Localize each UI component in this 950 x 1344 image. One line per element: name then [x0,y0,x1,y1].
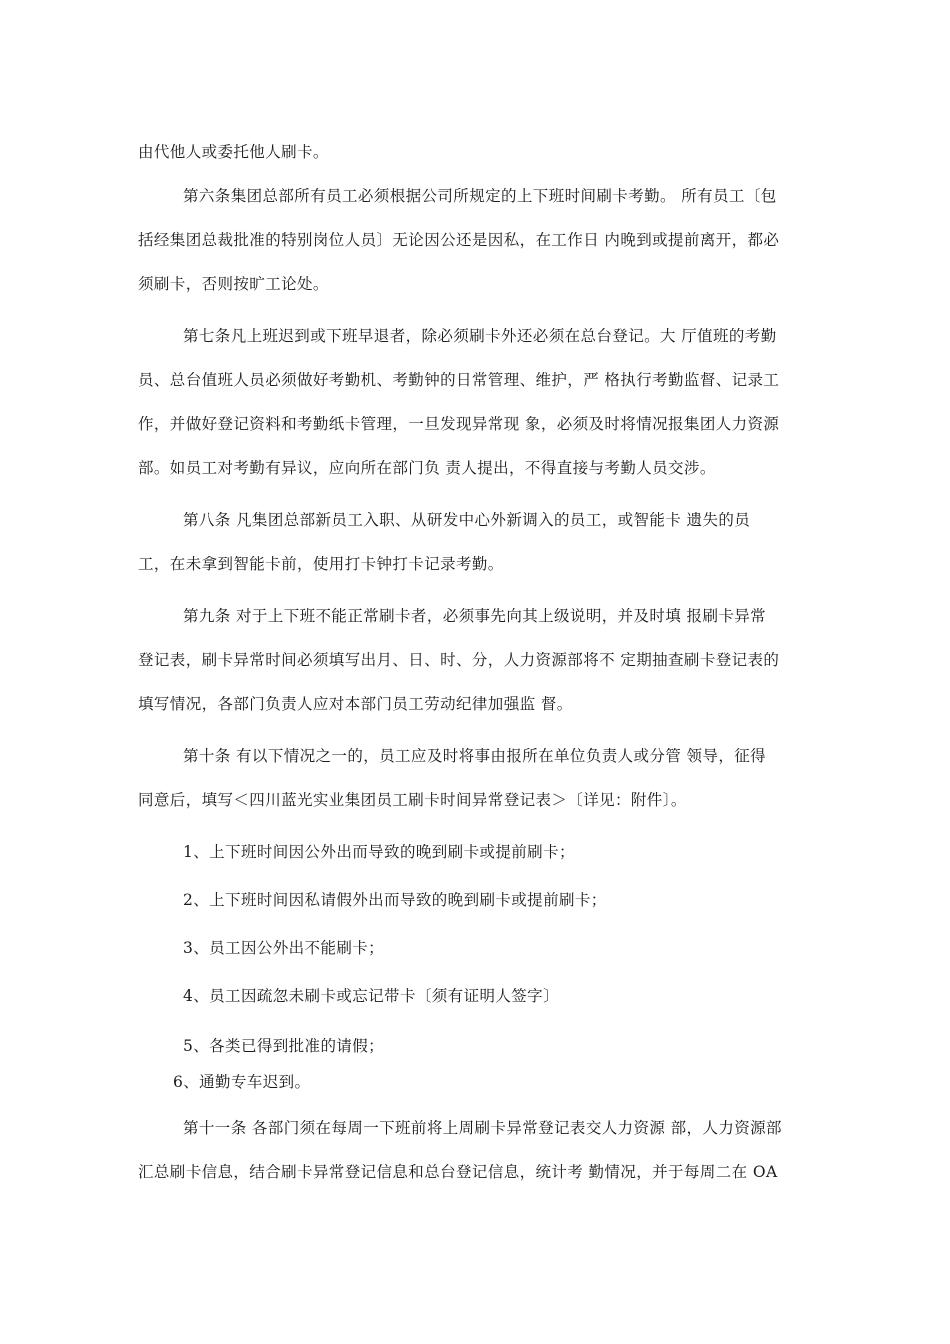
text-line: 填写情况，各部门负责人应对本部门员工劳动纪律加强监 督。 [138,695,573,713]
text-line: 第十一条 各部门须在每周一下班前将上周刷卡异常登记表交人力资源 部，人力资源部 [183,1119,782,1137]
text-line: 括经集团总裁批准的特别岗位人员〕无论因公还是因私，在工作日 内晚到或提前离开，都必 [138,231,780,249]
text-line: 第九条 对于上下班不能正常刷卡者，必须事先向其上级说明，并及时填 报刷卡异常 [183,607,767,625]
text-line: 作，并做好登记资料和考勤纸卡管理，一旦发现异常现 象，必须及时将情况报集团人力资源 [138,415,780,433]
list-item: 2、上下班时间因私请假外出而导致的晚到刷卡或提前刷卡； [183,891,607,909]
list-item: 5、各类已得到批准的请假； [183,1037,385,1055]
list-item: 4、员工因疏忽未刷卡或忘记带卡〔须有证明人签字〕 [183,987,559,1005]
list-item: 6、通勤专车迟到。 [173,1073,311,1091]
text-line: 第八条 凡集团总部新员工入职、从研发中心外新调入的员工，或智能卡 遗失的员 [183,511,751,529]
text-line: 部。如员工对考勤有异议，应向所在部门负 责人提出，不得直接与考勤人员交涉。 [138,459,716,477]
list-item: 3、员工因公外出不能刷卡； [183,939,385,957]
text-line: 员、总台值班人员必须做好考勤机、考勤钟的日常管理、维护，严 格执行考勤监督、记录工 [138,371,780,389]
text-line: 汇总刷卡信息，结合刷卡异常登记信息和总台登记信息，统计考 勤情况，并于每周二在 OA [138,1163,778,1181]
text-line: 由代他人或委托他人刷卡。 [138,143,329,161]
text-line: 第七条凡上班迟到或下班早退者，除必须刷卡外还必须在总台登记。大 厅值班的考勤 [183,327,777,345]
list-item: 1、上下班时间因公外出而导致的晚到刷卡或提前刷卡； [183,843,575,861]
text-line: 第十条 有以下情况之一的，员工应及时将事由报所在单位负责人或分管 领导，征得 [183,747,767,765]
text-line: 须刷卡，否则按旷工论处。 [138,275,329,293]
text-line: 工，在未拿到智能卡前，使用打卡钟打卡记录考勤。 [138,555,504,573]
text-line: 第六条集团总部所有员工必须根据公司所规定的上下班时间刷卡考勤。 所有员工〔包 [183,187,777,205]
text-line: 同意后，填写＜四川蓝光实业集团员工刷卡时间异常登记表＞〔详见：附件〕。 [138,791,687,809]
text-line: 登记表，刷卡异常时间必须填写出月、日、时、分，人力资源部将不 定期抽查刷卡登记表的 [138,651,780,669]
